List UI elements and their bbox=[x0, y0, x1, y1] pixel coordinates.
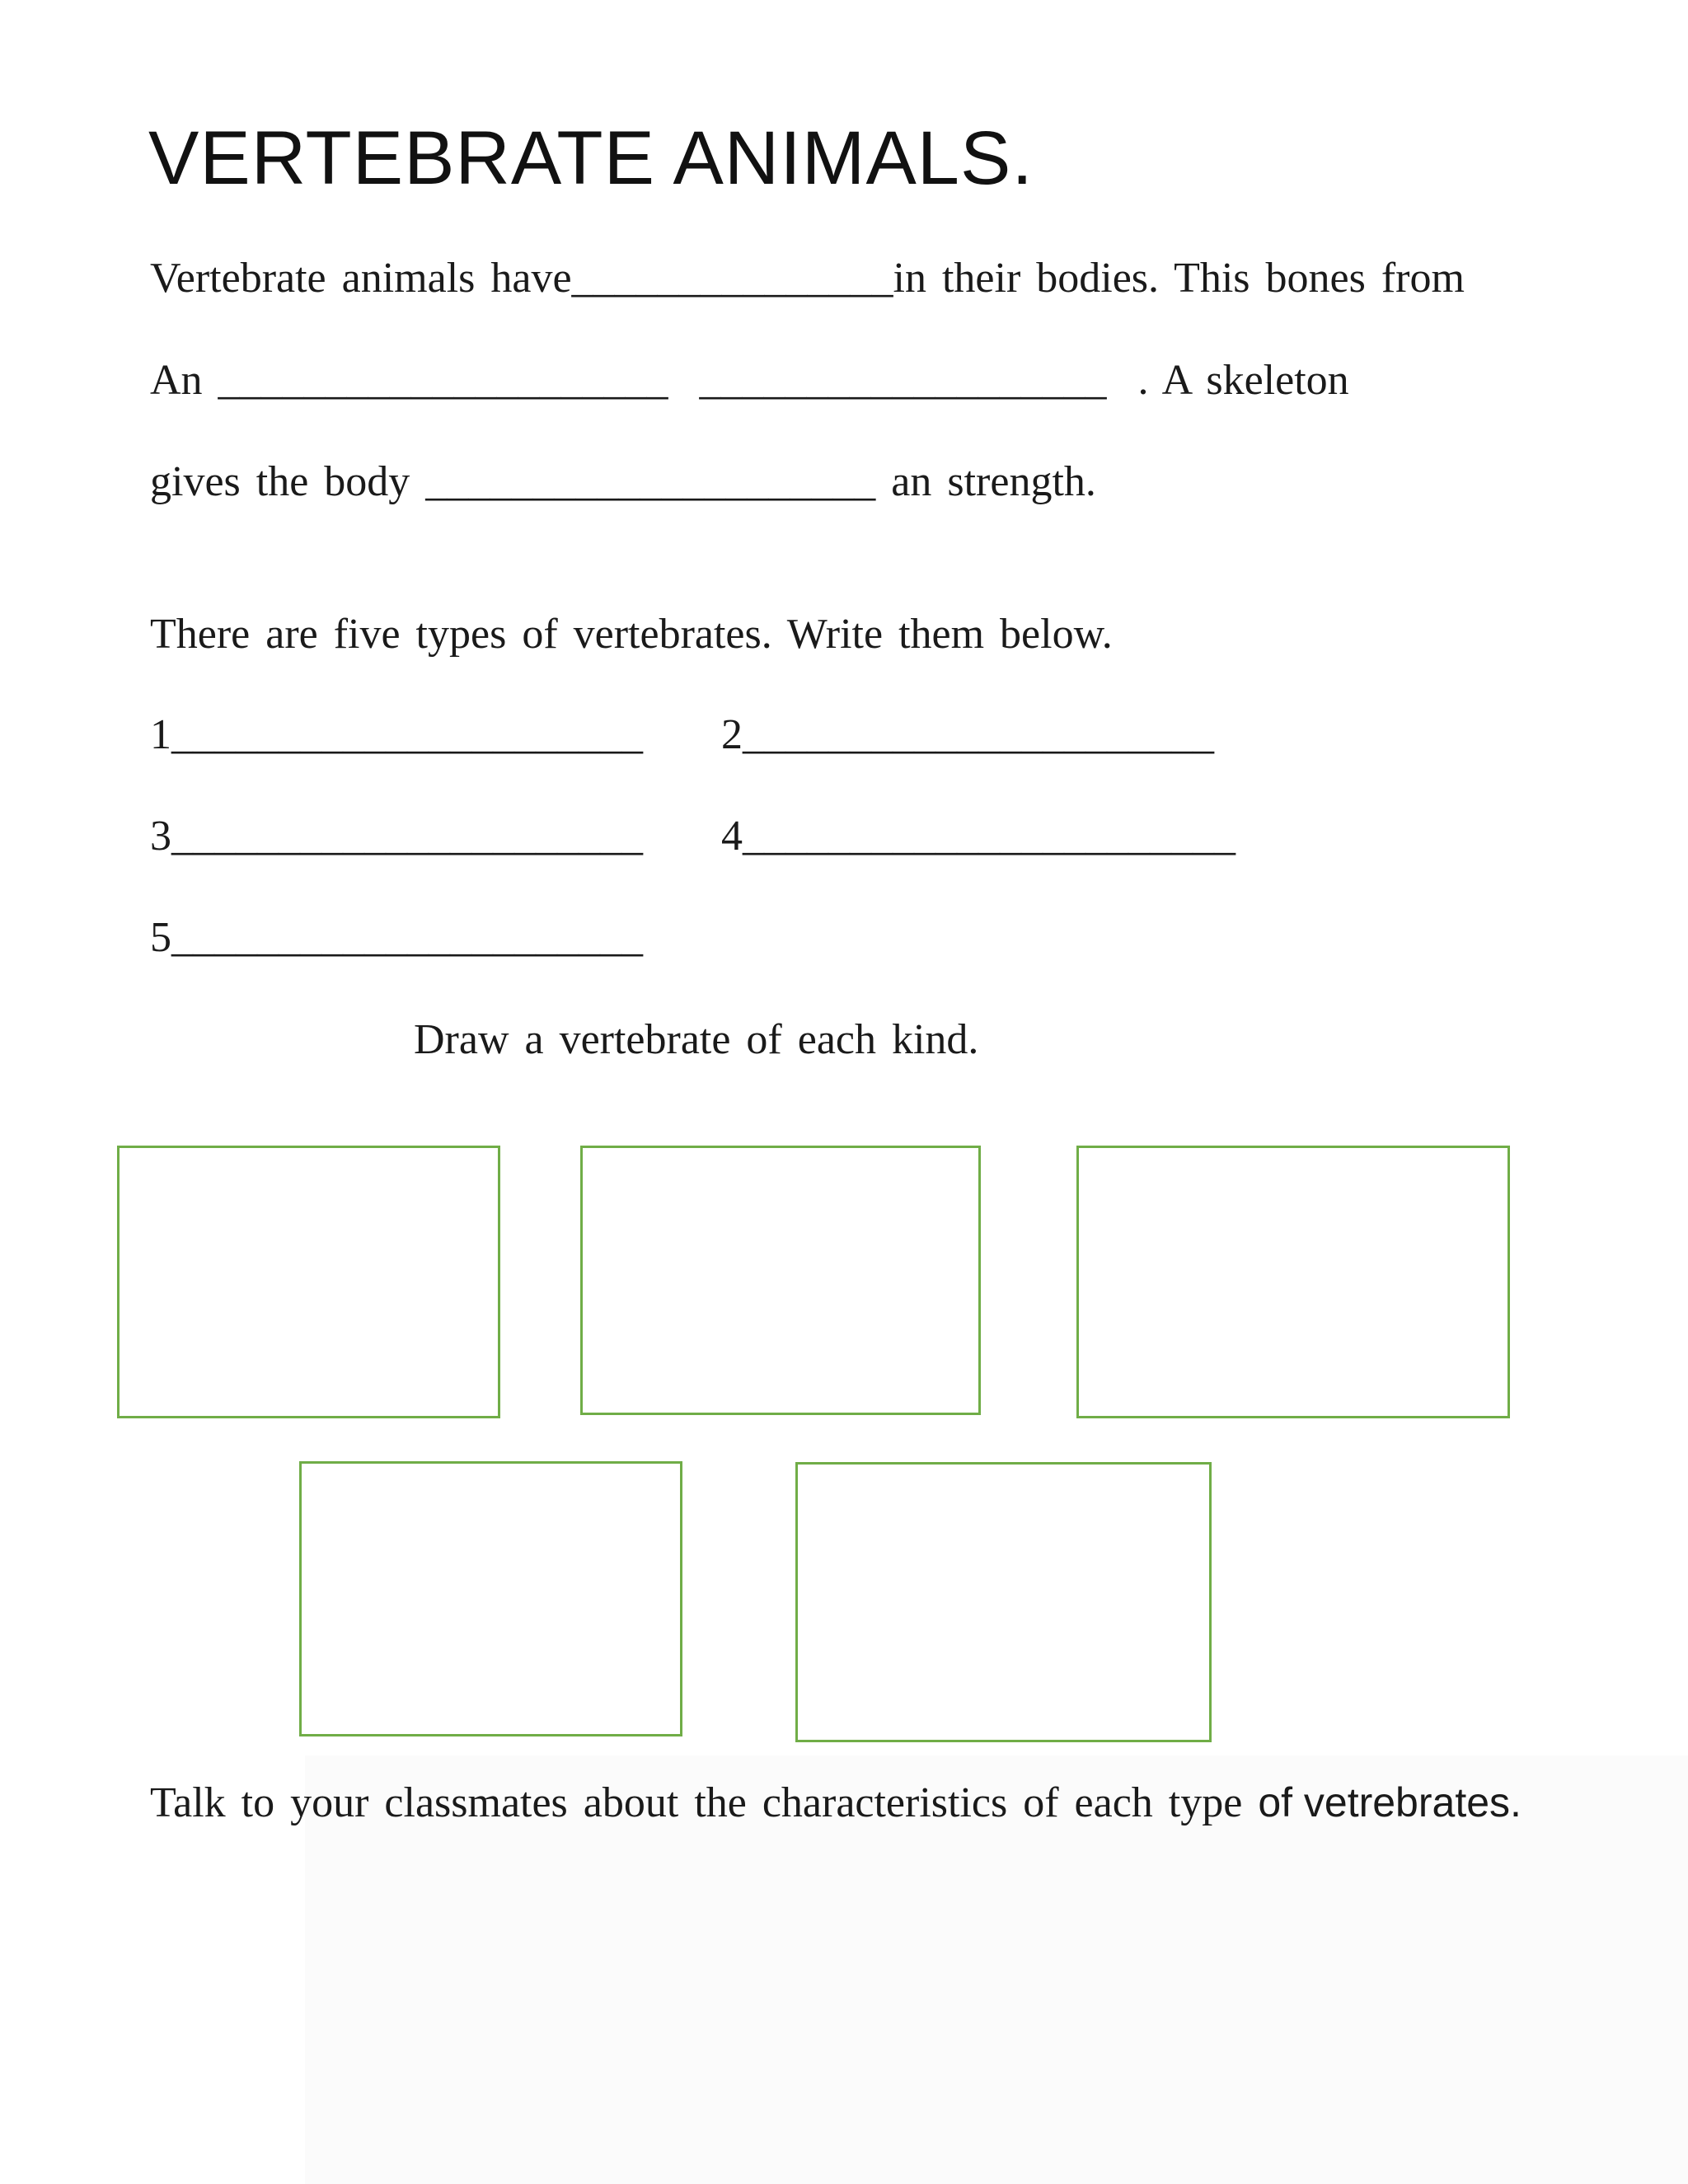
type-blank-4[interactable]: 4_______________________ bbox=[721, 813, 1236, 860]
intro-line-3: gives the body _____________________ an strength. bbox=[150, 458, 1096, 505]
intro-line-2: An _____________________ ___________________ . A skeleton bbox=[150, 357, 1349, 404]
closing-text-serif: Talk to your classmates about the characteristics of each type bbox=[150, 1779, 1259, 1826]
closing-instruction bbox=[150, 1779, 1522, 1827]
type-blank-2[interactable]: 2______________________ bbox=[721, 711, 1214, 758]
type-blank-1[interactable]: 1______________________ bbox=[150, 711, 643, 758]
drawing-box-2[interactable] bbox=[580, 1146, 981, 1415]
type-blank-3[interactable]: 3______________________ bbox=[150, 813, 643, 860]
drawing-box-5[interactable] bbox=[795, 1462, 1212, 1742]
worksheet-title: VERTEBRATE ANIMALS. bbox=[148, 116, 1034, 200]
drawing-box-4[interactable] bbox=[299, 1461, 682, 1736]
type-blank-5[interactable]: 5______________________ bbox=[150, 914, 643, 961]
drawing-box-1[interactable] bbox=[117, 1146, 500, 1418]
drawing-box-3[interactable] bbox=[1076, 1146, 1510, 1418]
types-prompt: There are five types of vertebrates. Write them below. bbox=[150, 611, 1113, 658]
draw-prompt: Draw a vertebrate of each kind. bbox=[414, 1016, 979, 1063]
closing-text-sans: of vetrebrates. bbox=[1258, 1779, 1522, 1825]
intro-line-1: Vertebrate animals have_______________in their bodies. This bones from bbox=[150, 255, 1465, 302]
